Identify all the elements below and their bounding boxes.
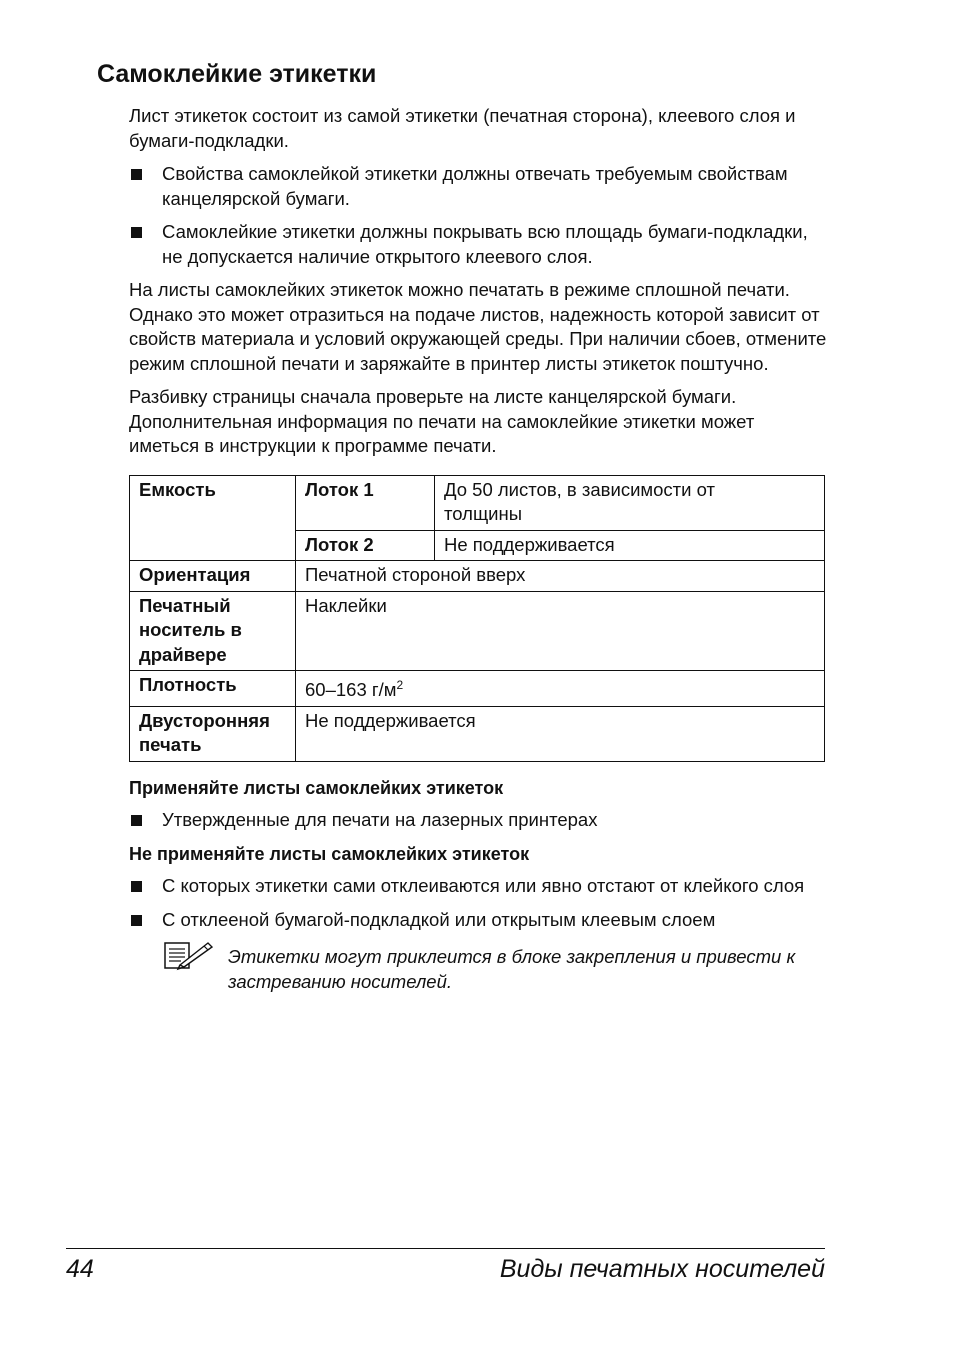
note-text: Этикетки могут приклеится в блоке закрепления и привести к застреванию носителей. [228, 946, 796, 992]
table-row [130, 561, 825, 592]
media-label: Печатный носитель в драйвере [130, 591, 296, 671]
orientation-value: Печатной стороной вверх [296, 561, 825, 592]
list-item-text: Самоклейкие этикетки должны покрывать всю площадь бумаги-подкладки, не допускается наличие открытого клеевого слоя. [162, 221, 808, 267]
list-item [129, 220, 829, 269]
list-item-text: С которых этикетки сами отклеиваются или явно отстают от клейкого слоя [162, 875, 805, 897]
footer-divider [66, 1248, 825, 1249]
list-item [129, 808, 829, 833]
tray1-label: Лоток 1 [296, 475, 435, 530]
intro-paragraph: Лист этикеток состоит из самой этикетки (печатная сторона), клеевого слоя и бумаги-подкладки. [129, 105, 796, 151]
weight-cell [296, 671, 825, 707]
footer-section-title: Виды печатных носителей [499, 1255, 825, 1283]
requirements-list [129, 162, 829, 269]
list-item-text: Утвержденные для печати на лазерных принтерах [162, 809, 598, 831]
list-item [129, 874, 829, 899]
list-item [129, 162, 829, 211]
dont-use-list [129, 874, 829, 932]
square-bullet-icon [131, 815, 142, 826]
note-block [129, 945, 829, 994]
page-content [129, 104, 829, 994]
square-bullet-icon [131, 227, 142, 238]
note-pencil-icon [164, 939, 214, 971]
list-item-text: Свойства самоклейкой этикетки должны отвечать требуемым свойствам канцелярской бумаги. [162, 163, 788, 209]
weight-label: Плотность [130, 671, 296, 707]
continuous-print-paragraph: На листы самоклейких этикеток можно печатать в режиме сплошной печати. Однако это может отразиться на подаче листов, надежность которой зависит от свойств материала и условий окружающей среды. При наличии сбоев, отмените режим сплошной печати и заряжайте в принтер листы этикеток поштучно. [129, 279, 827, 374]
use-heading: Применяйте листы самоклейких этикеток [129, 777, 504, 798]
spec-table [129, 475, 825, 762]
dont-use-heading: Не применяйте листы самоклейких этикеток [129, 843, 530, 864]
table-row [130, 671, 825, 707]
square-bullet-icon [131, 169, 142, 180]
tray1-value: До 50 листов, в зависимости от толщины [435, 475, 825, 530]
capacity-label: Емкость [130, 475, 296, 561]
page-number: 44 [66, 1255, 94, 1283]
table-row [130, 591, 825, 671]
square-bullet-icon [131, 881, 142, 892]
layout-paragraph: Разбивку страницы сначала проверьте на листе канцелярской бумаги. Дополнительная информация по печати на самоклейкие этикетки может иметься в инструкции к программе печати. [129, 386, 755, 456]
list-item-text: С отклееной бумагой-подкладкой или открытым клеевым слоем [162, 908, 716, 930]
duplex-label: Двусторонняя печать [130, 706, 296, 761]
square-bullet-icon [131, 915, 142, 926]
media-value: Наклейки [296, 591, 825, 671]
orientation-label: Ориентация [130, 561, 296, 592]
duplex-value: Не поддерживается [296, 706, 825, 761]
table-row [130, 475, 825, 530]
weight-value: 60–163 г/м [305, 679, 397, 701]
table-row [130, 706, 825, 761]
use-list [129, 808, 829, 833]
tray2-label: Лоток 2 [296, 530, 435, 561]
page-title: Самоклейкие этикетки [97, 60, 377, 88]
tray2-value: Не поддерживается [435, 530, 825, 561]
list-item [129, 908, 829, 933]
weight-superscript: 2 [396, 678, 404, 692]
